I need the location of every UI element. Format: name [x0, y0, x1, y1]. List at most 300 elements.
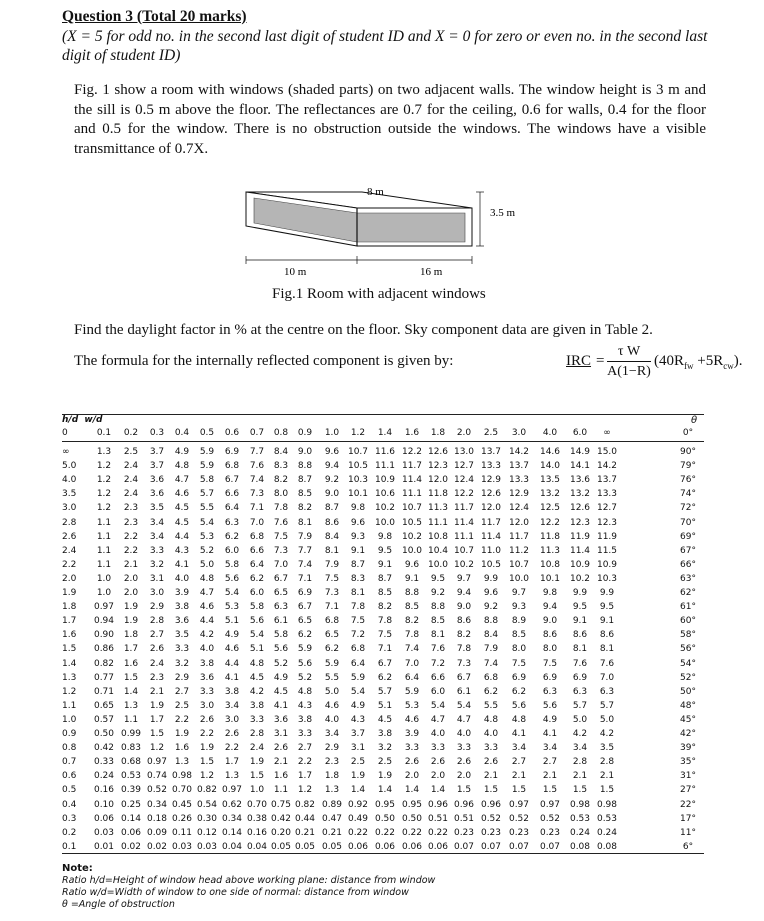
table-cell: 7.1: [324, 602, 340, 613]
table-cell: 12.9: [508, 489, 530, 500]
table-cell: 2.4: [149, 658, 165, 669]
table-cell: 4.0: [456, 729, 472, 739]
table-cell: 6.6: [249, 545, 265, 556]
table-cell: 12.5: [539, 503, 561, 514]
table-cell: 5.2: [199, 545, 215, 556]
table-cell: 4.1: [273, 700, 289, 711]
table-cell: 2.1: [511, 771, 527, 782]
table-cell: 0.30: [196, 813, 218, 824]
table-cell: 5.9: [199, 447, 215, 457]
formula-rest-mid: +5R: [693, 353, 724, 369]
table-cell: 1.3: [174, 757, 190, 768]
table-cell: 2.0: [404, 771, 420, 782]
table-cell: 6.4: [224, 503, 240, 514]
table-cell: 6.2: [224, 531, 240, 542]
table-cell: 0.25: [120, 799, 142, 810]
table-cell: 3.8: [297, 714, 313, 725]
table-cell: 0.52: [480, 813, 502, 824]
table-cell: 5.7: [199, 489, 215, 500]
table-cell: 0.52: [539, 813, 561, 824]
table-cell: 6.3: [224, 517, 240, 528]
question-title: Question 3 (Total 20 marks): [62, 8, 247, 25]
table-cell: 0.51: [427, 813, 449, 824]
table-cell: 12.3: [427, 461, 449, 472]
table-cell: 0.70: [246, 799, 268, 810]
table-cell: 1.5: [149, 729, 165, 739]
table-cell: 7.5: [511, 658, 527, 669]
table-cell: 0.08: [569, 841, 591, 852]
row-theta-cell: 58°: [680, 630, 696, 641]
table-cell: 2.4: [123, 475, 139, 486]
table-row: [62, 828, 704, 840]
table-cell: 0.82: [196, 785, 218, 796]
table-cell: 13.3: [480, 461, 502, 472]
table-cell: 3.3: [456, 743, 472, 754]
table-cell: 7.0: [599, 672, 615, 683]
table-cell: 0.71: [93, 686, 115, 697]
table-cell: 8.2: [273, 475, 289, 486]
table-cell: 1.6: [273, 771, 289, 782]
table-cell: 7.6: [273, 517, 289, 528]
row-theta-cell: 79°: [680, 461, 696, 472]
table-cell: 7.6: [572, 658, 588, 669]
row-theta-cell: 17°: [680, 813, 696, 824]
table-cell: 4.2: [572, 729, 588, 739]
table-cell: 0.82: [294, 799, 316, 810]
table-cell: 0.24: [569, 827, 591, 838]
table-cell: 3.7: [350, 729, 366, 739]
table-cell: 4.5: [174, 503, 190, 514]
table-cell: 0.52: [508, 813, 530, 824]
table-cell: 5.3: [199, 531, 215, 542]
formula-equals: =: [596, 353, 605, 369]
row-hd-cell: 1.5: [62, 644, 77, 655]
table-cell: 0.62: [221, 799, 243, 810]
table-cell: 0.21: [294, 827, 316, 838]
row-hd-cell: 0.3: [62, 813, 77, 824]
table-cell: 12.6: [569, 503, 591, 514]
table-cell: 3.3: [249, 714, 265, 725]
table-cell: 6.2: [483, 686, 499, 697]
table-cell: 1.9: [123, 602, 139, 613]
note-header: Note:: [62, 863, 93, 874]
table-cell: 10.0: [508, 573, 530, 584]
table-cell: 8.1: [599, 644, 615, 655]
table-cell: 9.8: [542, 588, 558, 598]
table-cell: 3.5: [599, 743, 615, 754]
table-cell: 5.7: [572, 700, 588, 711]
table-cell: 12.3: [596, 517, 618, 528]
table-cell: 2.8: [572, 757, 588, 768]
table-cell: 4.5: [273, 686, 289, 697]
table-cell: 10.1: [539, 573, 561, 584]
table-cell: 1.1: [96, 545, 112, 556]
table-cell: 0.14: [120, 813, 142, 824]
table-cell: 2.5: [123, 447, 139, 457]
row-theta-cell: 63°: [680, 573, 696, 584]
row-hd-cell: 0.9: [62, 729, 77, 739]
table-cell: 3.8: [174, 602, 190, 613]
table-cell: 5.3: [224, 602, 240, 613]
table-cell: 11.7: [508, 531, 530, 542]
table-cell: 0.97: [146, 757, 168, 768]
table-cell: 0.04: [246, 841, 268, 852]
table-cell: 6.9: [224, 447, 240, 457]
table-cell: 9.1: [404, 573, 420, 584]
table-cell: 1.2: [297, 785, 313, 796]
table-cell: 14.1: [569, 461, 591, 472]
table-cell: 0.86: [93, 644, 115, 655]
table-cell: 9.8: [350, 503, 366, 514]
table-cell: 3.0: [224, 714, 240, 725]
table-cell: 4.8: [511, 714, 527, 725]
table-cell: 6.2: [511, 686, 527, 697]
table-cell: 11.8: [427, 489, 449, 500]
table-cell: 8.1: [297, 517, 313, 528]
table-cell: 8.5: [404, 602, 420, 613]
table-cell: 8.3: [273, 461, 289, 472]
table-cell: 4.4: [174, 531, 190, 542]
table-cell: 7.6: [249, 461, 265, 472]
table-cell: 4.4: [199, 616, 215, 627]
table-cell: 3.3: [430, 743, 446, 754]
table-cell: 3.8: [249, 700, 265, 711]
table-cell: 7.0: [273, 559, 289, 570]
table-cell: 9.9: [572, 588, 588, 598]
table-cell: 5.4: [350, 686, 366, 697]
table-cell: 4.1: [542, 729, 558, 739]
table-cell: 8.0: [542, 644, 558, 655]
table-cell: 2.0: [430, 771, 446, 782]
formula-sub-fw: fw: [684, 361, 694, 371]
table-cell: 10.7: [401, 503, 423, 514]
table-cell: 4.2: [599, 729, 615, 739]
table-cell: 9.0: [297, 447, 313, 457]
row-hd-cell: 4.0: [62, 475, 77, 486]
note-line: Ratio h/d=Height of window head above working plane: distance from window: [62, 875, 436, 886]
formula-denominator: A(1−R): [607, 364, 651, 379]
table-cell: 0.33: [93, 757, 115, 768]
row-theta-cell: 90°: [680, 447, 696, 457]
table-cell: 2.6: [199, 714, 215, 725]
table-cell: 6.9: [542, 672, 558, 683]
row-hd-cell: 1.9: [62, 588, 77, 598]
table-cell: 7.6: [599, 658, 615, 669]
table-cell: 9.4: [324, 461, 340, 472]
table-cell: 6.7: [224, 475, 240, 486]
table-cell: 3.1: [350, 743, 366, 754]
row-theta-cell: 61°: [680, 602, 696, 613]
table-cell: 4.0: [174, 573, 190, 584]
table-cell: 5.8: [224, 559, 240, 570]
table-cell: 3.1: [149, 573, 165, 584]
table-cell: 0.53: [596, 813, 618, 824]
table-cell: 7.4: [483, 658, 499, 669]
table-cell: 9.2: [324, 475, 340, 486]
table-cell: 2.1: [149, 686, 165, 697]
table-cell: 11.4: [401, 475, 423, 486]
table-row: [62, 743, 704, 755]
table-cell: 2.7: [149, 630, 165, 641]
table-cell: 7.6: [430, 644, 446, 655]
table-row: [62, 687, 704, 699]
table-row: [62, 447, 704, 459]
formula-rest: [654, 353, 742, 371]
table-cell: 10.9: [569, 559, 591, 570]
table-cell: 8.3: [350, 573, 366, 584]
table-cell: 7.8: [273, 503, 289, 514]
table-row: [62, 574, 704, 586]
table-cell: 4.7: [199, 588, 215, 598]
table-cell: 8.6: [599, 630, 615, 641]
table-cell: 8.5: [297, 489, 313, 500]
table-cell: 5.0: [324, 686, 340, 697]
table-cell: 5.4: [249, 630, 265, 641]
table-cell: 1.2: [96, 475, 112, 486]
table-cell: 9.6: [483, 588, 499, 598]
row-hd-cell: 2.2: [62, 559, 77, 570]
table-cell: 10.6: [374, 489, 396, 500]
table-cell: 5.6: [224, 573, 240, 584]
table-cell: 0.45: [171, 799, 193, 810]
table-cell: 4.9: [273, 672, 289, 683]
table-cell: 11.1: [374, 461, 396, 472]
table-cell: 9.6: [350, 517, 366, 528]
dim-height-label: 3.5 m: [490, 207, 516, 219]
table-cell: 0.22: [347, 827, 369, 838]
table-cell: 0.94: [93, 616, 115, 627]
table-cell: 8.2: [404, 616, 420, 627]
table-cell: 9.7: [511, 588, 527, 598]
table-cell: 0.51: [453, 813, 475, 824]
table-cell: 12.6: [427, 447, 449, 457]
table-cell: 5.8: [199, 475, 215, 486]
table-cell: 0.95: [401, 799, 423, 810]
table-cell: 1.8: [123, 630, 139, 641]
table-cell: 0.96: [427, 799, 449, 810]
table-cell: 7.7: [297, 545, 313, 556]
table-cell: 0.18: [146, 813, 168, 824]
table-cell: 8.5: [430, 616, 446, 627]
row-theta-cell: 52°: [680, 672, 696, 683]
table-cell: 12.6: [480, 489, 502, 500]
table-cell: 2.1: [483, 771, 499, 782]
formula-fraction: [607, 344, 651, 380]
table-cell: 4.1: [174, 559, 190, 570]
table-cell: 4.5: [377, 714, 393, 725]
table-cell: 2.3: [123, 503, 139, 514]
table-row: [62, 475, 704, 487]
table-cell: 11.3: [539, 545, 561, 556]
table-cell: 0.90: [93, 630, 115, 641]
table-cell: 5.6: [542, 700, 558, 711]
table-cell: 1.5: [572, 785, 588, 796]
table-cell: 3.3: [199, 686, 215, 697]
column-header-cell: 6.0: [572, 428, 588, 438]
table-cell: 1.1: [123, 714, 139, 725]
table-cell: 0.04: [221, 841, 243, 852]
table-cell: 5.6: [249, 616, 265, 627]
table-cell: 11.1: [453, 531, 475, 542]
table-cell: 11.7: [480, 517, 502, 528]
table-cell: 6.5: [273, 588, 289, 598]
table-cell: 0.24: [93, 771, 115, 782]
table-cell: 5.0: [199, 559, 215, 570]
table-cell: 4.1: [511, 729, 527, 739]
table-cell: 0.14: [221, 827, 243, 838]
row-hd-cell: 1.6: [62, 630, 77, 641]
row-hd-cell: 5.0: [62, 461, 77, 472]
table-cell: 0.39: [120, 785, 142, 796]
table-cell: 9.0: [542, 616, 558, 627]
table-cell: 10.7: [347, 447, 369, 457]
table-cell: 3.6: [199, 672, 215, 683]
table-cell: 0.26: [171, 813, 193, 824]
table-note: [62, 863, 435, 911]
table-cell: 4.5: [174, 517, 190, 528]
table-cell: 3.8: [377, 729, 393, 739]
table-row: [62, 701, 704, 713]
row-hd-cell: 2.8: [62, 517, 77, 528]
table-cell: 10.3: [596, 573, 618, 584]
table-cell: 1.4: [350, 785, 366, 796]
table-cell: 9.9: [483, 573, 499, 584]
table-cell: 6.3: [273, 602, 289, 613]
table-cell: 11.6: [374, 447, 396, 457]
table-cell: 3.4: [149, 517, 165, 528]
table-cell: 2.8: [599, 757, 615, 768]
table-row: [62, 814, 704, 826]
table-cell: 0.89: [321, 799, 343, 810]
table-cell: 6.2: [324, 644, 340, 655]
formula-irc-text: IRC: [566, 353, 592, 369]
table-cell: 6.9: [511, 672, 527, 683]
row-hd-cell: 0.6: [62, 771, 77, 782]
table-cell: 4.6: [174, 489, 190, 500]
table-cell: 1.4: [123, 686, 139, 697]
table-cell: 5.7: [599, 700, 615, 711]
column-header-cell: 0.1: [96, 428, 112, 438]
table-cell: 5.9: [404, 686, 420, 697]
table-cell: 11.4: [480, 531, 502, 542]
table-cell: 9.0: [324, 489, 340, 500]
table-cell: 3.7: [149, 447, 165, 457]
table-cell: 0.23: [453, 827, 475, 838]
table-cell: 2.6: [456, 757, 472, 768]
table-cell: 6.3: [572, 686, 588, 697]
table-cell: 10.4: [427, 545, 449, 556]
table-cell: 2.6: [273, 743, 289, 754]
table-cell: 5.1: [249, 644, 265, 655]
table-cell: 7.1: [249, 503, 265, 514]
table-cell: 14.2: [596, 461, 618, 472]
table-cell: 7.4: [297, 559, 313, 570]
table-cell: 15.0: [596, 447, 618, 457]
table-cell: 2.8: [249, 729, 265, 739]
table-cell: 7.0: [404, 658, 420, 669]
table-cell: 5.1: [224, 616, 240, 627]
table-cell: 5.4: [456, 700, 472, 711]
table-cell: 7.8: [377, 616, 393, 627]
table-cell: 7.3: [249, 489, 265, 500]
table-cell: 0.50: [401, 813, 423, 824]
table-row: [62, 461, 704, 473]
table-cell: 8.2: [297, 503, 313, 514]
table-cell: 12.7: [596, 503, 618, 514]
table-cell: 4.7: [430, 714, 446, 725]
table-cell: 4.2: [199, 630, 215, 641]
table-cell: 6.7: [456, 672, 472, 683]
table-cell: 6.4: [249, 559, 265, 570]
table-cell: 7.7: [249, 447, 265, 457]
table-cell: 7.9: [297, 531, 313, 542]
table-cell: 0.54: [196, 799, 218, 810]
table-cell: 9.6: [324, 447, 340, 457]
table-cell: 10.3: [347, 475, 369, 486]
column-header-cell: 1.8: [430, 428, 446, 438]
row-theta-cell: 50°: [680, 686, 696, 697]
table-cell: 0.16: [246, 827, 268, 838]
table-cell: 11.7: [453, 503, 475, 514]
row-theta-cell: 69°: [680, 531, 696, 542]
table-cell: 6.8: [483, 672, 499, 683]
column-header-cell: 1.6: [404, 428, 420, 438]
table-cell: 1.2: [96, 489, 112, 500]
table-cell: 1.4: [404, 785, 420, 796]
table-cell: 8.5: [511, 630, 527, 641]
table-row: [62, 800, 704, 812]
table-cell: 2.6: [483, 757, 499, 768]
column-header-cell: 4.0: [542, 428, 558, 438]
table-cell: 5.9: [199, 461, 215, 472]
table-cell: 0.07: [453, 841, 475, 852]
table-cell: 12.0: [427, 475, 449, 486]
table-cell: 9.1: [350, 545, 366, 556]
column-header-cell: 2.0: [456, 428, 472, 438]
table-cell: 5.6: [511, 700, 527, 711]
table-cell: 0.07: [508, 841, 530, 852]
row-hd-cell: 1.1: [62, 700, 77, 711]
table-cell: 1.5: [542, 785, 558, 796]
table-cell: 10.1: [347, 489, 369, 500]
table-cell: 6.1: [273, 616, 289, 627]
table-cell: 6.3: [542, 686, 558, 697]
table-cell: 11.4: [453, 517, 475, 528]
table-cell: 3.5: [174, 630, 190, 641]
table-cell: 11.8: [539, 531, 561, 542]
table-cell: 8.8: [404, 588, 420, 598]
table-cell: 1.8: [324, 771, 340, 782]
table-cell: 6.2: [249, 573, 265, 584]
table-cell: 1.9: [199, 743, 215, 754]
table-cell: 0.16: [93, 785, 115, 796]
table-cell: 12.0: [508, 517, 530, 528]
table-cell: 8.6: [456, 616, 472, 627]
table-cell: 1.5: [483, 785, 499, 796]
table-cell: 5.2: [273, 658, 289, 669]
table-row: [62, 757, 704, 769]
table-cell: 3.0: [149, 588, 165, 598]
table-cell: 5.4: [430, 700, 446, 711]
column-header-cell: 0.2: [123, 428, 139, 438]
row-hd-cell: 3.0: [62, 503, 77, 514]
table-cell: 10.8: [539, 559, 561, 570]
column-header-cell: 1.0: [324, 428, 340, 438]
table-cell: 6.4: [350, 658, 366, 669]
table-cell: 2.7: [174, 686, 190, 697]
table-cell: 2.5: [174, 700, 190, 711]
figure-caption: Fig.1 Room with adjacent windows: [272, 286, 486, 302]
